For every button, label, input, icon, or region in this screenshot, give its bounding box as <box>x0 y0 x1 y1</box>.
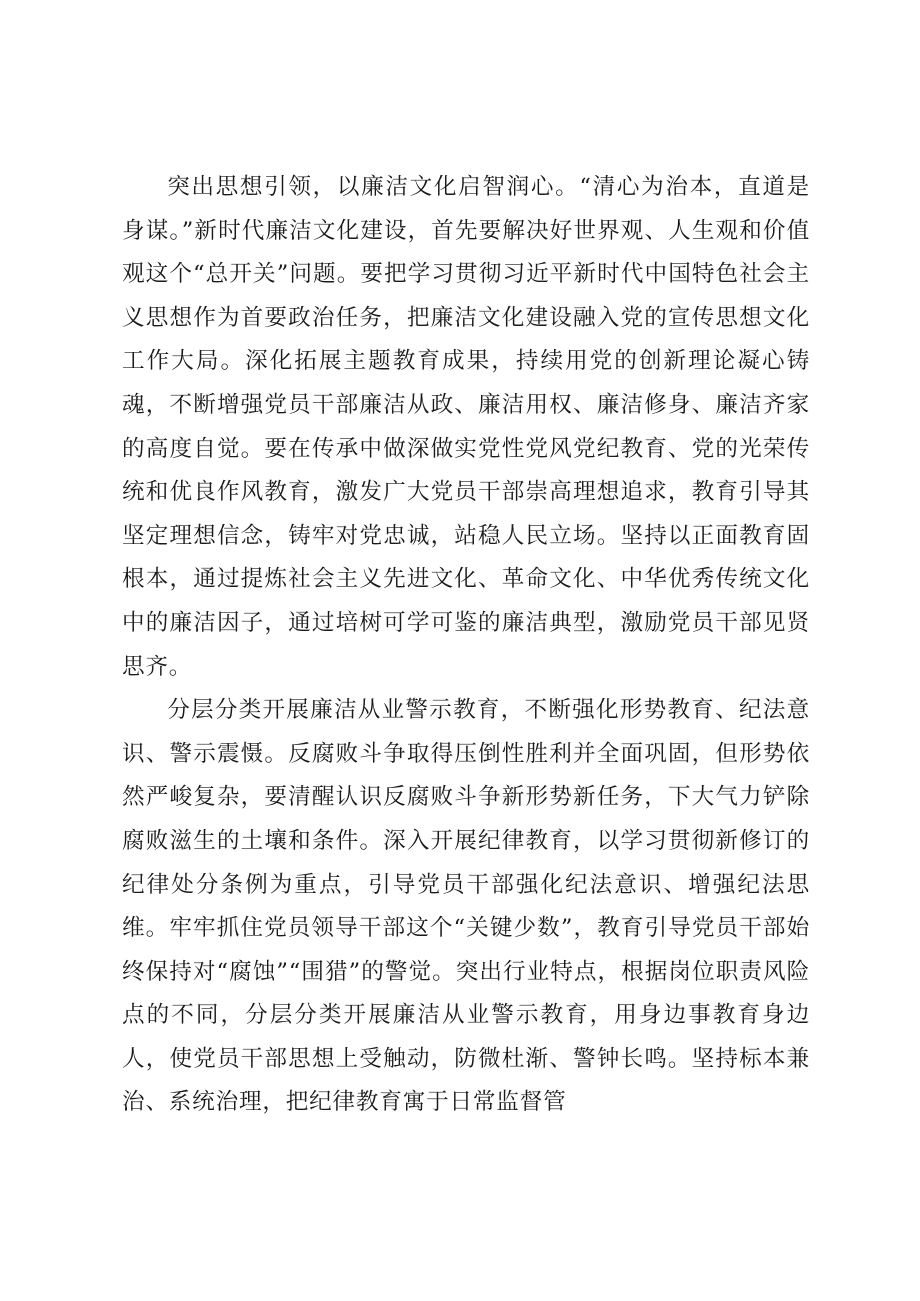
paragraph-warning-education: 分层分类开展廉洁从业警示教育，不断强化形势教育、纪法意识、警示震慑。反腐败斗争取得压倒性胜利并全面巩固，但形势依然严峻复杂，要清醒认识反腐败斗争新形势新任务，下大气力铲除腐败滋生的土壤和条件。深入开展纪律教育，以学习贯彻新修订的纪律处分条例为重点，引导党员干部强化纪法意识、增强纪法思维。牢牢抓住党员领导干部这个“关键少数”，教育引导党员干部始终保持对“腐蚀”“围猎”的警觉。突出行业特点，根据岗位职责风险点的不同，分层分类开展廉洁从业警示教育，用身边事教育身边人，使党员干部思想上受触动，防微杜渐、警钟长鸣。坚持标本兼治、系统治理，把纪律教育寓于日常监督管 <box>122 697 810 1116</box>
document-body <box>122 166 810 1125</box>
paragraph-ideological-guidance: 突出思想引领，以廉洁文化启智润心。“清心为治本，直道是身谋。”新时代廉洁文化建设，首先要解决好世界观、人生观和价值观这个“总开关”问题。要把学习贯彻习近平新时代中国特色社会主义思想作为首要政治任务，把廉洁文化建设融入党的宣传思想文化工作大局。深化拓展主题教育成果，持续用党的创新理论凝心铸魂，不断增强党员干部廉洁从政、廉洁用权、廉洁修身、廉洁齐家的高度自觉。要在传承中做深做实党性党风党纪教育、党的光荣传统和优良作风教育，激发广大党员干部崇高理想追求，教育引导其坚定理想信念，铸牢对党忠诚，站稳人民立场。坚持以正面教育固根本，通过提炼社会主义先进文化、革命文化、中华优秀传统文化中的廉洁因子，通过培树可学可鉴的廉洁典型，激励党员干部见贤思齐。 <box>122 174 810 680</box>
